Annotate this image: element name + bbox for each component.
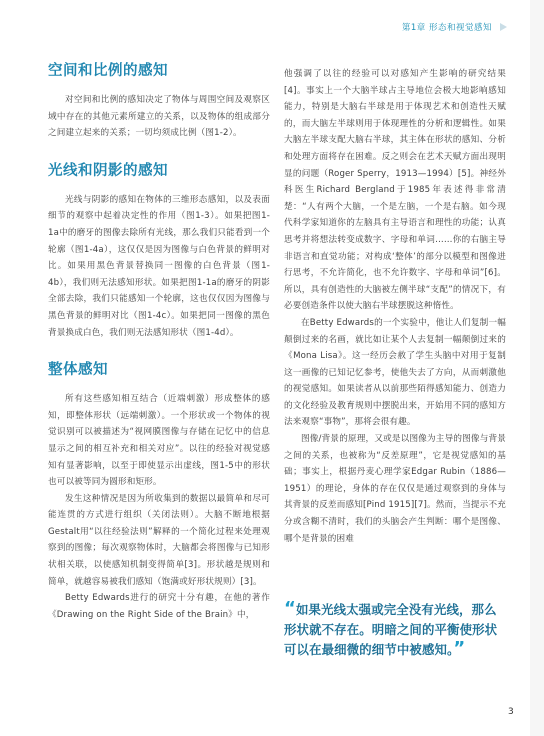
right-column — [284, 66, 506, 547]
section-title: 空间和比例的感知 — [48, 63, 168, 79]
paragraph: 图像/背景的原理，又或是以图像为主导的图像与背景之间的关系，也被称为“反差原理”，它是视觉感知的基础；事实上，根据丹麦心理学家Edgar Rubin（1886—1951）的理论，身体的存在仅仅是通过观察到的身体与其背景的反差而感知[Pind 1915][7]。然而，当提示不充分或含糊不清时，我们的头脑会产生判断：哪个是图像、哪个是背景的困难 — [284, 434, 506, 544]
page-edge — [530, 0, 544, 736]
section-light-shadow — [48, 162, 270, 341]
left-column — [48, 62, 270, 643]
quote-close-icon: ” — [453, 638, 466, 659]
section-title: 光线和阴影的感知 — [48, 162, 168, 179]
paragraph: 他强调了以往的经验可以对感知产生影响的研究结果[4]。事实上一个大脑半球占主导地位会极大地影响感知能力，特别是大脑右半球是用于体现艺术和创造性天赋的，而大脑左半球则用于体现理性的分析和逻辑性。如果大脑左半球支配大脑右半球，其主体在形状的感知、分析和处理方面将存在困难。反之则会在艺术天赋方面出现明显的问题（Roger Sperry，1913—1994）[5]。神经外科医生Richard Bergland于1985年表述得非常清楚：“人有两个大脑，一个是左脑，一个是右脑。如今现代科学家知道你的左脑具有主导语言和理性的功能；认真思考并将想法转变成数字、字母和单词……你的右脑主导非语言和直觉功能；对构成‘整体’的部分以模型和图像进行思考，不允许简化，也不允许数字、字母和单词”[6]。所以，具有创造性的大脑被左侧半球“支配”的情况下，有必要创造条件以使大脑右半球摆脱这种惰性。 — [284, 69, 506, 312]
triangle-right-icon — [498, 22, 508, 32]
pull-quote — [284, 600, 506, 660]
section-overall-perception — [48, 361, 270, 623]
paragraph: 对空间和比例的感知决定了物体与周围空间及观察区域中存在的其他元素所建立的关系，以及物体的组成部分之间建立起来的关系；一切均须成比例（图1-2）。 — [48, 95, 270, 139]
quote-open-icon: “ — [284, 598, 296, 619]
chapter-title: 第1章 形态和视觉感知 — [401, 23, 492, 33]
section-space-proportion — [48, 62, 270, 142]
pull-quote-body: 如果光线太强或完全没有光线，那么形状就不存在。明暗之间的平衡使形状可以在最细微的细节中被感知。 — [284, 602, 498, 657]
section-title: 整体感知 — [48, 362, 108, 379]
paragraph: 所有这些感知相互结合（近端刺激）形成整体的感知，即整体形状（远端刺激）。一个形状或一个物体的视觉识别可以被描述为“视网膜图像与存储在记忆中的信息显示之间的相互补充和相关对应”。以往的经验对视觉感知有显著影响，以至于即使显示出虚线，图1-5中的形状也可以被等同为圆形和矩形。 — [48, 394, 270, 488]
paragraph: 在Betty Edwards的一个实验中，他让人们复制一幅颠倒过来的名画，就比如让某个人去复制一幅颠倒过来的《Mona Lisa》。这一经历会赦了学生头脑中对用于复制这一画像的已知记忆参考，使他失去了方向，从而刺激他的视觉感知。如果读者从以前那些陌得感知能力、创造力的文化经验及教育规则中摆脱出来，开始用不同的感知方法来观察“事物”，那将会很有趣。 — [284, 317, 506, 428]
chapter-header — [402, 21, 508, 33]
paragraph: 光线与阴影的感知在物体的三维形态感知，以及表面细节的观察中起着决定性的作用（图1-3）。如果把图1-1a中的磨牙的图像去除所有光线，那么我们只能看到一个轮廓（图1-4a），这仅仅是因为图像与白色背景的鲜明对比。如果用黑色背景替换同一图像的白色背景（图1-4b），我们则无法感知形状。如果把图1-1a的磨牙的阴影全部去除，我们只能感知一个轮廓，这也仅仅因为图像与黑色背景的鲜明对比（图1-4c）。如果把同一图像的黑色背景换成白色，我们则无法感知形状（图1-4d）。 — [48, 194, 270, 338]
page-number: 3 — [508, 707, 514, 717]
paragraph: Betty Edwards进行的研究十分有趣，在他的著作《Drawing on the Right Side of the Brain》中， — [48, 593, 270, 620]
paragraph: 发生这种情况是因为所收集到的数据以最简单和尽可能连贯的方式进行组织（关闭法则）。大脑不断地根据Gestalt用“以往经验法则”解释的一个简化过程来处理观察到的图像；每次观察物体时，大脑都会将图像与已知形状相关联，以使感知机制变得简单[3]。形状越是规则和简单，就越容易被我们感知（饱满或好形状规则）[3]。 — [48, 493, 270, 587]
pull-quote-text — [284, 600, 506, 660]
